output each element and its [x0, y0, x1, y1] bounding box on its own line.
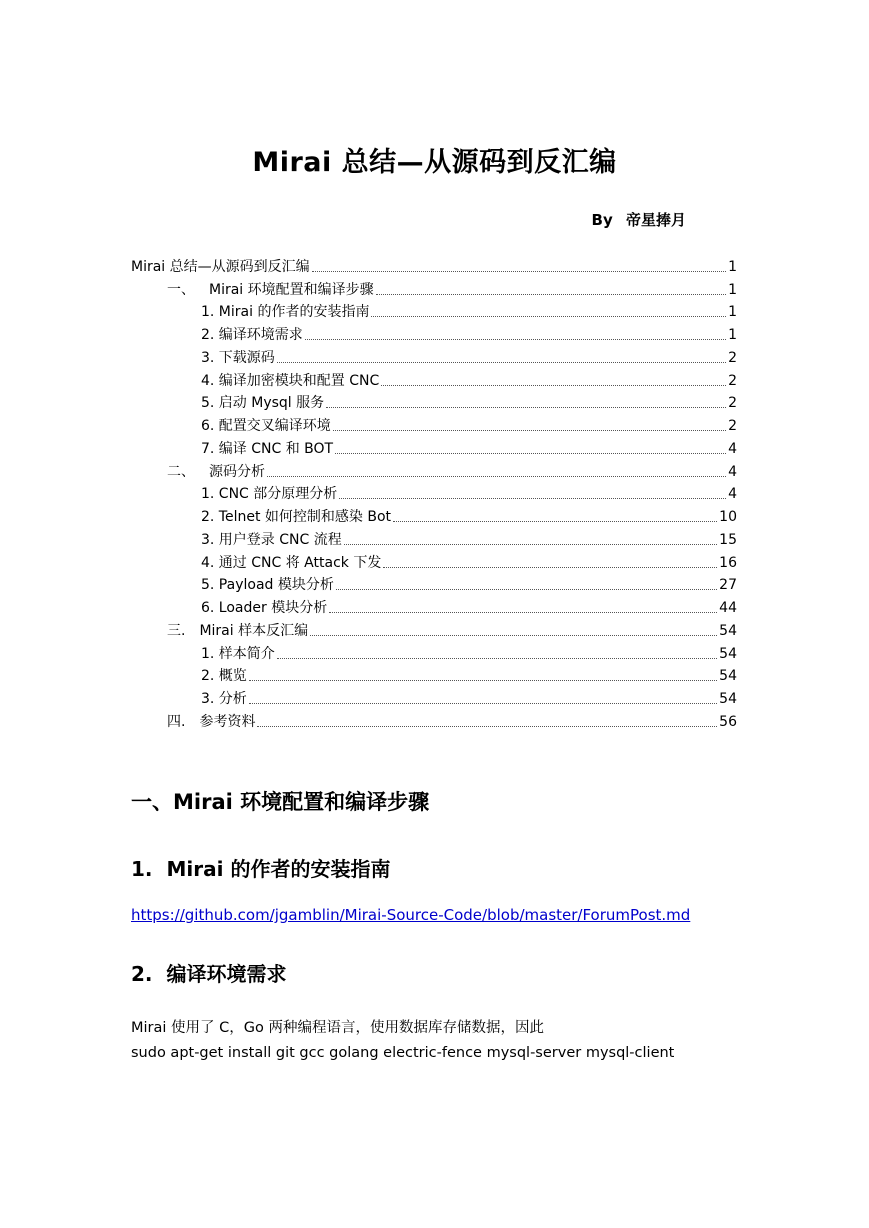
toc-entry-title: 3. 分析 [201, 691, 247, 707]
toc-entry-page: 1 [728, 327, 737, 343]
toc-entry-page: 2 [728, 372, 737, 389]
toc-entry[interactable] [131, 686, 737, 709]
toc-entry[interactable] [131, 527, 737, 550]
subsection-number: 1. [131, 857, 153, 881]
subsection-title: Mirai 的作者的安装指南 [166, 857, 391, 881]
toc-entry[interactable] [131, 459, 737, 482]
toc-entry-title: 7. 编译 CNC 和 BOT [201, 440, 334, 457]
section-heading: 一、Mirai 环境配置和编译步骤 [131, 790, 430, 814]
toc-entry-title: Mirai 样本反汇编 [199, 622, 309, 639]
toc-entry-title: Mirai 总结—从源码到反汇编 [131, 258, 310, 275]
toc-entry-title: 1. CNC 部分原理分析 [201, 486, 338, 503]
toc-entry[interactable] [131, 436, 737, 459]
toc-dot-leader [310, 635, 717, 636]
toc-entry-page: 27 [719, 577, 737, 594]
toc-entry-title: 2. 概览 [201, 668, 247, 685]
toc-entry[interactable] [131, 482, 737, 505]
toc-entry[interactable] [131, 322, 737, 345]
toc-entry-page: 1 [728, 281, 737, 298]
toc-entry-title: 1. 样本简介 [201, 645, 275, 662]
toc-entry[interactable] [131, 573, 737, 596]
toc-entry-page: 2 [728, 418, 737, 434]
toc-entry-title: 5. 启动 Mysql 服务 [201, 395, 325, 412]
toc-dot-leader [376, 294, 726, 295]
toc-entry-page: 2 [728, 349, 737, 366]
toc-entry[interactable] [131, 664, 737, 687]
toc-entry-title: 4. 通过 CNC 将 Attack 下发 [201, 554, 382, 571]
toc-entry[interactable] [131, 595, 737, 618]
toc-entry-page: 15 [719, 531, 737, 548]
toc-dot-leader [249, 680, 717, 681]
toc-dot-leader [371, 316, 726, 317]
toc-dot-leader [305, 339, 726, 340]
byline-prefix: By [591, 211, 613, 229]
toc-entry-page: 4 [728, 463, 737, 480]
toc-dot-leader [344, 544, 717, 545]
toc-dot-leader [257, 726, 717, 727]
toc-dot-leader [249, 703, 717, 704]
subsection-title: 编译环境需求 [166, 962, 287, 986]
toc-entry-title: 4. 编译加密模块和配置 CNC [201, 372, 380, 389]
subsection-number: 2. [131, 962, 153, 986]
toc-entry[interactable] [131, 413, 737, 436]
toc-entry-title: 3. 下载源码 [201, 349, 275, 366]
subsection-heading-env-requirements [131, 958, 287, 987]
toc-entry-title: 2. Telnet 如何控制和感染 Bot [201, 509, 392, 525]
byline [592, 209, 686, 230]
toc-entry-number: 三. [167, 622, 186, 639]
toc-entry-number: 四. [167, 713, 186, 730]
toc-entry[interactable] [131, 300, 737, 323]
toc-entry-title: 5. Payload 模块分析 [201, 577, 334, 594]
toc-entry-page: 54 [719, 691, 737, 707]
toc-entry[interactable] [131, 368, 737, 391]
toc-dot-leader [267, 476, 726, 477]
toc-entry[interactable] [131, 504, 737, 527]
toc-entry-page: 10 [719, 509, 737, 525]
toc-entry-page: 1 [728, 304, 737, 321]
toc-entry-page: 1 [728, 258, 737, 275]
toc-entry-page: 16 [719, 554, 737, 571]
subsection-heading-install-guide [131, 853, 390, 882]
toc-entry-number: 二、 [167, 463, 195, 480]
toc-entry-page: 4 [728, 440, 737, 457]
toc-entry[interactable] [131, 254, 737, 277]
install-command-line: sudo apt-get install git gcc golang electric-fence mysql-server mysql-client [131, 1045, 675, 1061]
toc-entry-page: 54 [719, 668, 737, 685]
toc-dot-leader [326, 407, 726, 408]
toc-entry-title: 2. 编译环境需求 [201, 327, 303, 343]
toc-entry-page: 54 [719, 645, 737, 662]
paragraph-languages: Mirai 使用了 C，Go 两种编程语言，使用数据库存储数据，因此 [131, 1020, 544, 1036]
author-name: 帝星捧月 [625, 211, 686, 229]
toc-dot-leader [381, 385, 726, 386]
toc-entry[interactable] [131, 618, 737, 641]
toc-entry[interactable] [131, 277, 737, 300]
toc-entry-number: 一、 [167, 281, 195, 298]
toc-entry[interactable] [131, 391, 737, 414]
toc-entry-title: 6. Loader 模块分析 [201, 600, 328, 616]
toc-entry-page: 54 [719, 622, 737, 639]
toc-entry-page: 44 [719, 600, 737, 616]
toc-dot-leader [333, 430, 726, 431]
toc-entry[interactable] [131, 345, 737, 368]
forum-post-link[interactable]: https://github.com/jgamblin/Mirai-Source-Code/blob/master/ForumPost.md [131, 906, 691, 924]
toc-dot-leader [277, 362, 726, 363]
toc-entry-title: 参考资料 [199, 713, 256, 730]
document-title: Mirai 总结—从源码到反汇编 [252, 147, 617, 178]
toc-dot-leader [393, 521, 717, 522]
toc-entry-title: 3. 用户登录 CNC 流程 [201, 531, 342, 548]
toc-entry-title: 1. Mirai 的作者的安装指南 [201, 304, 370, 321]
toc-entry[interactable] [131, 641, 737, 664]
toc-entry-page: 2 [728, 395, 737, 412]
toc-dot-leader [277, 658, 717, 659]
toc-dot-leader [335, 453, 726, 454]
toc-entry-title: 6. 配置交叉编译环境 [201, 418, 331, 434]
toc-dot-leader [339, 498, 726, 499]
toc-entry-title: 源码分析 [209, 463, 265, 480]
toc-dot-leader [336, 589, 717, 590]
toc-dot-leader [329, 612, 717, 613]
toc-dot-leader [312, 271, 726, 272]
toc-dot-leader [383, 567, 717, 568]
toc-entry-page: 4 [728, 486, 737, 503]
table-of-contents [131, 254, 737, 732]
toc-entry-page: 56 [719, 713, 737, 730]
toc-entry[interactable] [131, 709, 737, 732]
toc-entry-title: Mirai 环境配置和编译步骤 [209, 281, 374, 298]
toc-entry[interactable] [131, 550, 737, 573]
